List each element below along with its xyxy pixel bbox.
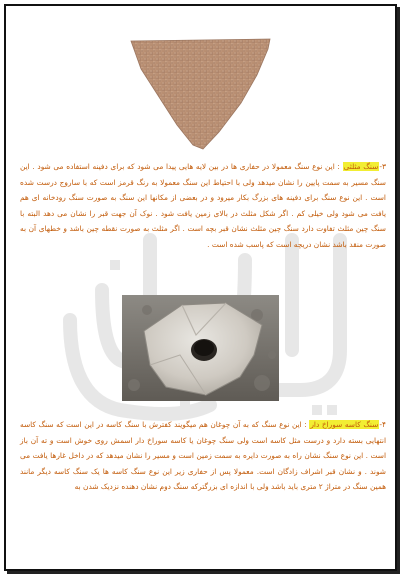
- section-3-body: : این نوع سنگ معمولا در حفاری ها در بین لایه هایی پیدا می شود که برای دفینه استفاده می شود . این سنگ مسیر به سمت پایین را نشان میدهد ولی با احتیاط این سنگ معمولا به رنگ قرمز است که با ساروج درست شده است . این نوع سنگ برای دفینه های بزرگ بکار میرود و در بعضی از مکانها این سنگ به صورت سنگ رودخانه ای هم یافت می شود ولی خیلی کم . اگر شکل مثلث در بالای زمین یافت شود . نوک آن جهت قبر را نشان می دهد البته با سنگ چین مثلث تفاوت دارد سنگ چین مثلث نشان قبر بچه است . اگر مثلث به صورت نقطه چین باشد و خطهای آن به صورت منقد باشد نشان دریچه است که پاسب شده است .: [20, 162, 386, 249]
- triangle-stone-image: [129, 37, 272, 152]
- section-3-term: سنگ مثلثی: [343, 162, 379, 171]
- holed-stone-image: [122, 295, 279, 401]
- section-4-number: ۴-: [379, 420, 387, 429]
- section-3-number: ۳-: [379, 162, 387, 171]
- section-4-body: : این نوع سنگ که به آن چوغان هم میگویند کفترش با سنگ کاسه در این است که سنگ کاسه انتهایی بسته دارد و درست مثل کاسه است ولی سنگ چوغان یا کاسه سوراخ دار اسمش روی خوش است و ته آن باز است . این نوع سنگ نشان راه به صورت دایره به سمت زمین است و مسیر را نشان میدهد که در داخل غارها یافت می شوند . و نشان قبر اشراف زادگان است. معمولا پس از حفاری زیر این نوع سنگ کاسه ها یک سنگ کاسه دیگر مانند همین سنگ در متراژ ۲ متری باید باشد ولی با اندازه ای بزرگترکه سنگ دوم نشان دهنده نزدیک شدن به: [20, 420, 386, 491]
- section-4-paragraph: [20, 417, 386, 495]
- section-4-term: سنگ کاسه سوراخ دار: [310, 420, 379, 429]
- section-3-paragraph: [20, 159, 386, 252]
